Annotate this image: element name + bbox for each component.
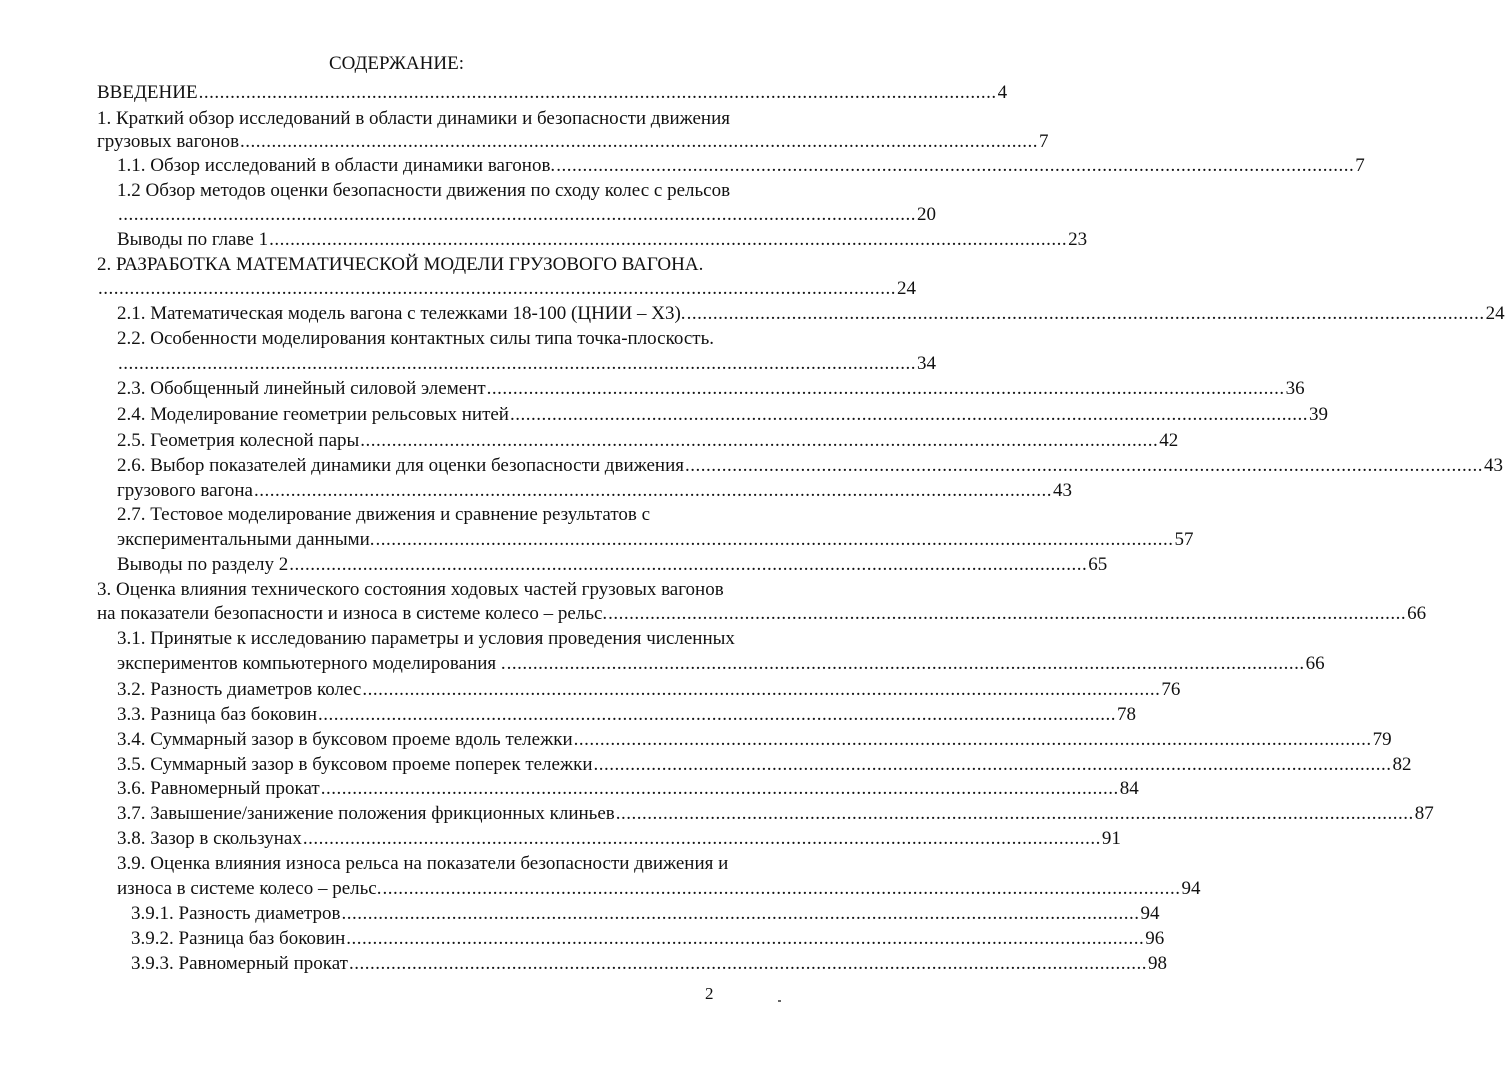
toc-leader: ........................................................................................................................................................ — [302, 828, 1101, 849]
toc-entry: 2. РАЗРАБОТКА МАТЕМАТИЧЕСКОЙ МОДЕЛИ ГРУЗОВОГО ВАГОНА. — [97, 254, 704, 275]
toc-entry — [117, 203, 936, 227]
toc-entry-text: Выводы по главе 1 — [117, 229, 269, 250]
toc-leader: ........................................................................................................................................................ — [573, 729, 1372, 750]
toc-entry-page: 94 — [1181, 878, 1201, 899]
toc-entry — [117, 454, 1503, 478]
toc-title: СОДЕРЖАНИЕ: — [329, 53, 464, 74]
toc-entry-page: 36 — [1285, 378, 1305, 399]
toc-entry: 3.1. Принятые к исследованию параметры и условия проведения численных — [117, 628, 735, 649]
toc-entry-page: 66 — [1305, 653, 1325, 674]
toc-entry: 3.9. Оценка влияния износа рельса на показатели безопасности движения и — [117, 853, 729, 874]
toc-entry — [117, 877, 1201, 901]
toc-leader: ........................................................................................................................................................ — [375, 529, 1174, 550]
toc-entry-text: экспериментальными данными. — [117, 529, 375, 550]
toc-entry-page: 76 — [1161, 679, 1181, 700]
toc-entry-page: 7 — [1355, 155, 1365, 176]
toc-entry — [97, 602, 1427, 626]
toc-entry — [117, 403, 1328, 427]
toc-entry-page: 87 — [1414, 803, 1434, 824]
toc-entry — [117, 228, 1088, 252]
toc-entry — [97, 130, 1049, 154]
toc-leader: ........................................................................................................................................................ — [348, 953, 1147, 974]
toc-entry — [131, 952, 1167, 976]
toc-leader: ........................................................................................................................................................ — [198, 82, 997, 103]
toc-leader: ........................................................................................................................................................ — [486, 378, 1285, 399]
toc-entry — [97, 277, 916, 301]
toc-entry-page: 23 — [1068, 229, 1088, 250]
toc-entry — [117, 703, 1137, 727]
toc-leader: ........................................................................................................................................................ — [240, 131, 1039, 152]
toc-entry-text: 2.5. Геометрия колесной пары — [117, 430, 360, 451]
toc-entry-text: 3.9.3. Равномерный прокат — [131, 953, 348, 974]
toc-entry — [117, 302, 1505, 326]
toc-entry-page: 42 — [1159, 430, 1179, 451]
toc-entry-page: 91 — [1101, 828, 1121, 849]
toc-entry-page: 96 — [1145, 928, 1165, 949]
toc-entry — [117, 802, 1434, 826]
toc-leader: ........................................................................................................................................................ — [253, 480, 1052, 501]
toc-entry: 3. Оценка влияния технического состояния ходовых частей грузовых вагонов — [97, 579, 724, 600]
toc-entry — [117, 528, 1194, 552]
toc-entry — [117, 154, 1365, 178]
toc-leader: ........................................................................................................................................................ — [509, 404, 1308, 425]
toc-entry-page: 82 — [1392, 754, 1412, 775]
toc-leader: ........................................................................................................................................................ — [320, 778, 1119, 799]
toc-entry-text: 2.1. Математическая модель вагона с тележками 18-100 (ЦНИИ – Х3). — [117, 303, 686, 324]
toc-leader: ........................................................................................................................................................ — [506, 653, 1305, 674]
toc-entry-text: 3.9.1. Разность диаметров — [131, 903, 341, 924]
toc-entry-page: 84 — [1119, 778, 1139, 799]
toc-leader: ........................................................................................................................................................ — [346, 928, 1145, 949]
toc-entry: 2.2. Особенности моделирования контактных силы типа точка-плоскость. — [117, 328, 714, 349]
toc-entry-page: 78 — [1117, 704, 1137, 725]
toc-leader: ........................................................................................................................................................ — [556, 155, 1355, 176]
toc-leader: ........................................................................................................................................................ — [360, 430, 1159, 451]
toc-leader: ........................................................................................................................................................ — [685, 455, 1483, 476]
toc-entry-page: 43 — [1052, 480, 1072, 501]
toc-entry — [117, 429, 1179, 453]
toc-entry — [117, 553, 1108, 577]
toc-entry: 1.2 Обзор методов оценки безопасности движения по сходу колес с рельсов — [117, 180, 731, 201]
toc-entry-text: ВВЕДЕНИЕ — [97, 82, 198, 103]
toc-entry-text: Выводы по разделу 2 — [117, 554, 289, 575]
toc-entry — [131, 927, 1165, 951]
toc-entry — [117, 728, 1392, 752]
toc-entry-page: 57 — [1174, 529, 1194, 550]
toc-entry: 2.7. Тестовое моделирование движения и сравнение результатов с — [117, 504, 651, 525]
toc-leader: ........................................................................................................................................................ — [615, 803, 1414, 824]
toc-entry-page: 24 — [1485, 303, 1505, 324]
scan-speck — [778, 1000, 781, 1002]
toc-entry-page: 7 — [1039, 131, 1049, 152]
toc-leader: ........................................................................................................................................................ — [318, 704, 1117, 725]
toc-entry-text: 3.3. Разница баз боковин — [117, 704, 318, 725]
toc-entry-text: 2.3. Обобщенный линейный силовой элемент — [117, 378, 486, 399]
toc-entry-page: 94 — [1140, 903, 1160, 924]
toc-entry-page: 98 — [1147, 953, 1167, 974]
toc-entry-text: 3.9.2. Разница баз боковин — [131, 928, 346, 949]
toc-entry-text: грузовых вагонов — [97, 131, 240, 152]
toc-entry — [117, 479, 1072, 503]
toc-entry — [117, 352, 936, 376]
toc-entry-page: 65 — [1088, 554, 1108, 575]
toc-entry-page: 4 — [997, 82, 1008, 103]
toc-entry — [117, 777, 1139, 801]
toc-entry-text: 3.8. Зазор в скользунах — [117, 828, 302, 849]
toc-entry — [117, 678, 1181, 702]
toc-entry — [117, 652, 1325, 676]
toc-leader: ........................................................................................................................................................ — [269, 229, 1068, 250]
toc-leader: ........................................................................................................................................................ — [289, 554, 1088, 575]
toc-entry-page: 79 — [1372, 729, 1392, 750]
page-number: 2 — [705, 984, 714, 1003]
toc-entry-page: 66 — [1407, 603, 1427, 624]
toc-leader: ........................................................................................................................................................ — [98, 278, 896, 299]
toc-entry-text: 1.1. Обзор исследований в области динамики вагонов. — [117, 155, 556, 176]
toc-leader: ........................................................................................................................................................ — [686, 303, 1485, 324]
toc-entry-page: 20 — [917, 204, 936, 225]
toc-entry-text: 3.5. Суммарный зазор в буксовом проеме поперек тележки — [117, 754, 593, 775]
toc-entry — [117, 753, 1412, 777]
toc-entry — [97, 81, 1008, 105]
toc-entry-text: 3.7. Завышение/занижение положения фрикционных клиньев — [117, 803, 615, 824]
toc-entry-page: 43 — [1484, 455, 1503, 476]
toc-leader: ........................................................................................................................................................ — [362, 679, 1161, 700]
toc-entry-text: 2.6. Выбор показателей динамики для оценки безопасности движения — [117, 455, 684, 476]
toc-entry-text: 3.4. Суммарный зазор в буксовом проеме вдоль тележки — [117, 729, 573, 750]
toc-leader: ........................................................................................................................................................ — [382, 878, 1181, 899]
toc-entry — [117, 377, 1305, 401]
toc-entry — [131, 902, 1160, 926]
toc-entry-page: 39 — [1308, 404, 1328, 425]
toc-entry-text: экспериментов компьютерного моделирования . — [117, 653, 506, 674]
toc-leader: ........................................................................................................................................................ — [593, 754, 1392, 775]
toc-leader: ........................................................................................................................................................ — [608, 603, 1407, 624]
toc-entry — [117, 827, 1121, 851]
toc-entry-page: 34 — [917, 353, 936, 374]
toc-leader: ........................................................................................................................................................ — [118, 204, 916, 225]
toc-entry-text: на показатели безопасности и износа в системе колесо – рельс. — [97, 603, 608, 624]
toc-entry-text: 3.2. Разность диаметров колес — [117, 679, 362, 700]
toc-entry-text: 2.4. Моделирование геометрии рельсовых нитей — [117, 404, 509, 425]
toc-entry-text: грузового вагона — [117, 480, 253, 501]
toc-entry-text: 3.6. Равномерный прокат — [117, 778, 320, 799]
toc-leader: ........................................................................................................................................................ — [341, 903, 1140, 924]
toc-leader: ........................................................................................................................................................ — [118, 353, 916, 374]
toc-entry: 1. Краткий обзор исследований в области динамики и безопасности движения — [97, 108, 730, 129]
toc-entry-text: износа в системе колесо – рельс. — [117, 878, 382, 899]
toc-entry-page: 24 — [897, 278, 916, 299]
